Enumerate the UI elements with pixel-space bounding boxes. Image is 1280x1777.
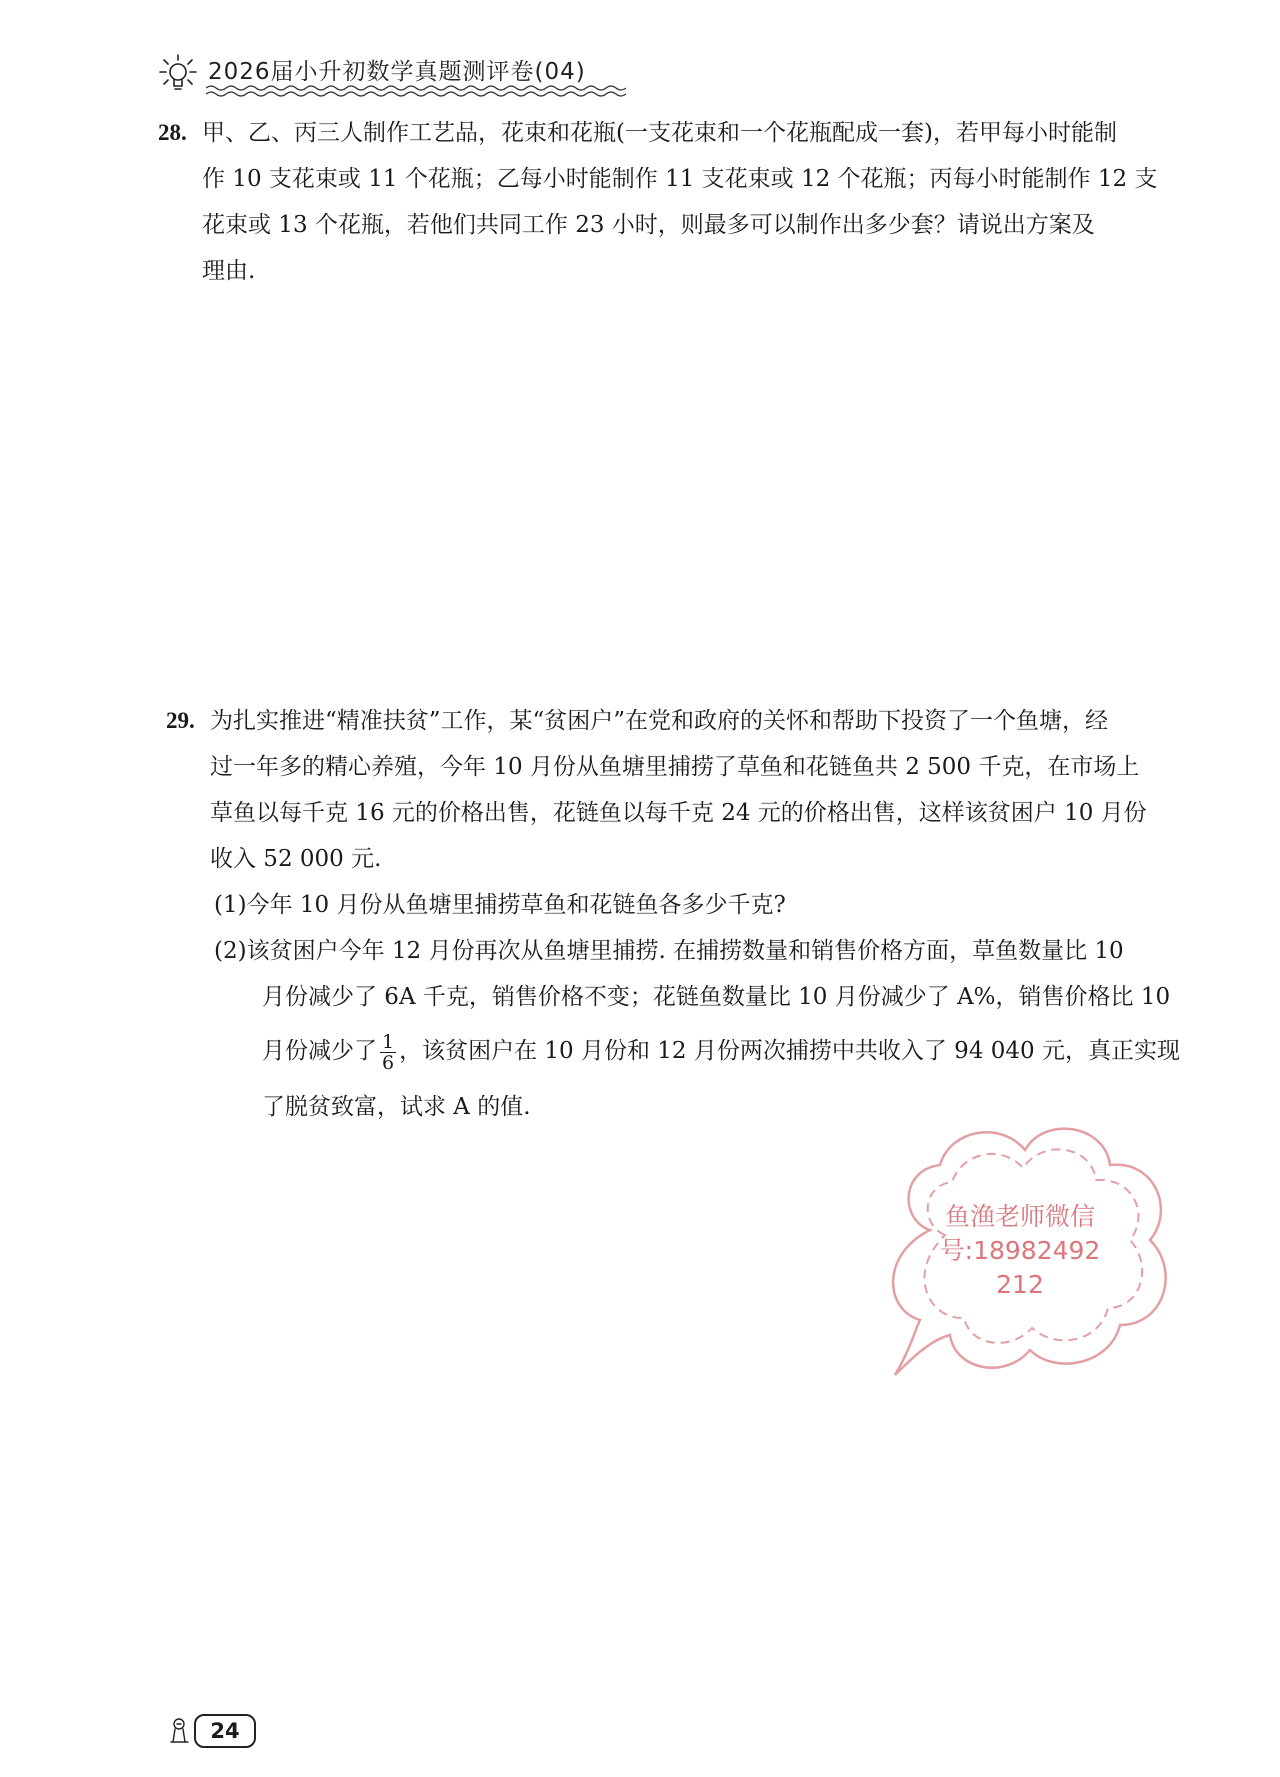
fraction — [380, 1032, 396, 1073]
page-number-footer — [168, 1712, 268, 1752]
sub-question-2-line: (2)该贫困户今年 12 月份再次从鱼塘里捕捞. 在捕捞数量和销售价格方面，草鱼数量比 10 — [214, 938, 1124, 964]
sub-question-2-line: 了脱贫致富，试求 A 的值. — [262, 1094, 531, 1120]
worksheet-title: 2026届小升初数学真题测评卷(04) — [208, 59, 586, 85]
stamp-line: 鱼渔老师微信 — [944, 1202, 1095, 1231]
question-text-line: 作 10 支花束或 11 个花瓶；乙每小时能制作 11 支花束或 12 个花瓶；丙每小时能制作 12 支 — [202, 166, 1158, 192]
pencil-icon — [168, 1716, 194, 1746]
question-text-line: 草鱼以每千克 16 元的价格出售，花链鱼以每千克 24 元的价格出售，这样该贫困户 10 月份 — [210, 800, 1147, 826]
question-text-line: 收入 52 000 元. — [210, 846, 382, 872]
question-text-line: 为扎实推进“精准扶贫”工作，某“贫困户”在党和政府的关怀和帮助下投资了一个鱼塘，经 — [210, 708, 1109, 734]
title-underline — [206, 84, 626, 98]
question-text-line: 花束或 13 个花瓶，若他们共同工作 23 小时，则最多可以制作出多少套？请说出方案及 — [202, 212, 1095, 238]
fraction-denominator: 6 — [382, 1051, 395, 1074]
sub-question-1: (1)今年 10 月份从鱼塘里捕捞草鱼和花链鱼各多少千克? — [214, 892, 786, 918]
question-text-line: 过一年多的精心养殖，今年 10 月份从鱼塘里捕捞了草鱼和花链鱼共 2 500 千克，在市场上 — [210, 754, 1140, 780]
stamp-text — [920, 1200, 1120, 1302]
page-number: 24 — [194, 1714, 256, 1748]
stamp-line: 号:18982492 — [939, 1236, 1101, 1265]
question-number: 28. — [158, 120, 187, 145]
text-segment: ，该贫困户在 10 月份和 12 月份两次捕捞中共收入了 94 040 元，真正实现 — [399, 1038, 1180, 1064]
text-segment: 月份减少了 — [262, 1038, 377, 1064]
sub-question-2-line: 月份减少了 6A 千克，销售价格不变；花链鱼数量比 10 月份减少了 A%，销售价格比 10 — [262, 984, 1171, 1010]
question-text-line: 甲、乙、丙三人制作工艺品，花束和花瓶(一支花束和一个花瓶配成一套)，若甲每小时能制 — [202, 120, 1117, 146]
question-number: 29. — [166, 708, 195, 733]
sub-question-2-line — [262, 1028, 1180, 1074]
lightbulb-icon — [158, 52, 198, 96]
fraction-numerator: 1 — [382, 1030, 395, 1053]
question-text-line: 理由. — [202, 258, 256, 284]
page-header — [158, 48, 628, 98]
stamp-line: 212 — [996, 1270, 1044, 1299]
